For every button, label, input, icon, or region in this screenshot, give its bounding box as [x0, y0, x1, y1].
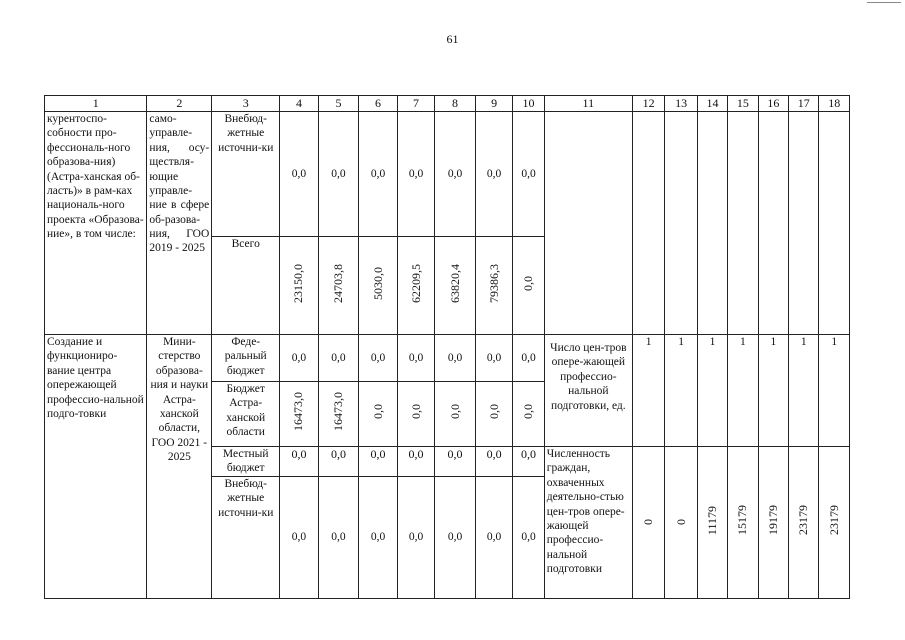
- value-text: 0,0: [521, 275, 536, 291]
- value-text: 16473,0: [330, 392, 345, 432]
- value-cell: [280, 382, 319, 447]
- indicator-value-cell: [758, 112, 788, 335]
- funding-source-cell: Внебюд-жетные источни-ки: [212, 112, 280, 237]
- value-text: 62209,5: [408, 263, 423, 303]
- header-cell: 2: [147, 96, 212, 112]
- header-cell: 17: [789, 96, 819, 112]
- value-cell: 0,0: [359, 112, 398, 237]
- value-cell: [513, 382, 544, 447]
- value-cell: [397, 237, 435, 335]
- value-text: 19179: [765, 505, 780, 536]
- header-cell: 15: [728, 96, 758, 112]
- value-text: 16473,0: [291, 392, 306, 432]
- indicator-value-cell: [789, 112, 819, 335]
- indicator-value-cell: 1: [819, 335, 850, 447]
- table-row: [45, 112, 850, 237]
- value-cell: 0,0: [475, 447, 513, 477]
- value-text: 5030,0: [370, 266, 385, 300]
- value-text: 23150,0: [291, 263, 306, 303]
- indicator-cell: [544, 112, 632, 335]
- indicator-value-cell: [665, 112, 697, 335]
- value-cell: [318, 382, 359, 447]
- indicator-name-cell: Численность граждан, охваченных деятельно-стью цен-тров опере-жающей профессио-нальной подготовки: [544, 447, 632, 599]
- funding-source-cell: Феде-ральный бюджет: [212, 335, 280, 382]
- value-text: 11179: [705, 505, 720, 535]
- scan-edge-line: [867, 2, 901, 3]
- value-cell: [475, 382, 513, 447]
- indicator-value-cell: [697, 112, 727, 335]
- indicator-value-cell: [728, 447, 758, 599]
- header-cell: 16: [758, 96, 788, 112]
- header-cell: 11: [544, 96, 632, 112]
- value-cell: [359, 382, 398, 447]
- header-cell: 13: [665, 96, 697, 112]
- header-cell: 12: [632, 96, 664, 112]
- value-cell: 0,0: [435, 335, 476, 382]
- indicator-name-cell: Число цен-тров опере-жающей профессио-нальной подготовки, ед.: [544, 335, 632, 447]
- indicator-value-cell: 1: [758, 335, 788, 447]
- value-cell: [475, 237, 513, 335]
- activity-name-cell: Создание и функциониро-вание центра опережающей профессио-нальной подго-товки: [45, 335, 147, 599]
- header-cell: 8: [435, 96, 476, 112]
- indicator-value-cell: [728, 112, 758, 335]
- value-cell: 0,0: [397, 476, 435, 598]
- value-cell: 0,0: [359, 335, 398, 382]
- value-text: 79386,3: [486, 263, 501, 303]
- header-cell: 9: [475, 96, 513, 112]
- indicator-value-cell: [789, 447, 819, 599]
- value-text: 0: [673, 519, 688, 526]
- value-cell: 0,0: [318, 335, 359, 382]
- value-cell: 0,0: [318, 447, 359, 477]
- value-cell: [435, 382, 476, 447]
- value-cell: [359, 237, 398, 335]
- value-cell: 0,0: [513, 447, 544, 477]
- value-cell: [280, 237, 319, 335]
- value-cell: [318, 237, 359, 335]
- value-text: 0: [641, 519, 656, 526]
- value-cell: 0,0: [280, 476, 319, 598]
- value-cell: 0,0: [513, 335, 544, 382]
- value-cell: 0,0: [513, 476, 544, 598]
- value-text: 23179: [826, 505, 841, 536]
- executor-cell: само-управле-ния, осу-ществля-ющие управле-ние в сфере об-разова-ния, ГОО 2019 - 2025: [147, 112, 212, 335]
- value-text: 63820,4: [447, 263, 462, 303]
- header-cell: 1: [45, 96, 147, 112]
- value-cell: 0,0: [475, 112, 513, 237]
- value-cell: 0,0: [475, 476, 513, 598]
- value-cell: 0,0: [280, 335, 319, 382]
- table-row: [45, 335, 850, 382]
- budget-table: [44, 95, 850, 599]
- value-text: 0,0: [521, 404, 536, 420]
- funding-source-cell: Бюджет Астра-ханской области: [212, 382, 280, 447]
- value-cell: 0,0: [475, 335, 513, 382]
- page-number: 61: [446, 32, 459, 46]
- header-cell: 7: [397, 96, 435, 112]
- funding-source-cell: Местный бюджет: [212, 447, 280, 477]
- header-row: [45, 96, 850, 112]
- indicator-value-cell: [819, 112, 850, 335]
- value-cell: 0,0: [435, 447, 476, 477]
- value-cell: 0,0: [359, 476, 398, 598]
- value-cell: 0,0: [513, 112, 544, 237]
- value-cell: 0,0: [435, 476, 476, 598]
- indicator-value-cell: [758, 447, 788, 599]
- header-cell: 4: [280, 96, 319, 112]
- indicator-value-cell: [697, 447, 727, 599]
- value-cell: 0,0: [280, 447, 319, 477]
- indicator-value-cell: [632, 447, 664, 599]
- value-text: 0,0: [408, 404, 423, 420]
- value-cell: 0,0: [397, 335, 435, 382]
- value-text: 23179: [796, 505, 811, 536]
- header-cell: 18: [819, 96, 850, 112]
- indicator-value-cell: 1: [789, 335, 819, 447]
- header-cell: 10: [513, 96, 544, 112]
- funding-source-cell: Всего: [212, 237, 280, 335]
- value-cell: 0,0: [280, 112, 319, 237]
- value-cell: 0,0: [435, 112, 476, 237]
- value-cell: 0,0: [397, 112, 435, 237]
- indicator-value-cell: [819, 447, 850, 599]
- value-cell: 0,0: [359, 447, 398, 477]
- funding-source-cell: Внебюд-жетные источни-ки: [212, 476, 280, 598]
- indicator-value-cell: [665, 447, 697, 599]
- header-cell: 3: [212, 96, 280, 112]
- indicator-value-cell: 1: [632, 335, 664, 447]
- header-cell: 6: [359, 96, 398, 112]
- value-cell: 0,0: [397, 447, 435, 477]
- value-text: 0,0: [447, 404, 462, 420]
- value-cell: 0,0: [318, 476, 359, 598]
- value-cell: [513, 237, 544, 335]
- indicator-value-cell: 1: [697, 335, 727, 447]
- value-text: 15179: [735, 505, 750, 536]
- value-text: 0,0: [486, 404, 501, 420]
- executor-cell: Мини-стерство образова-ния и науки Астра-ханской области, ГОО 2021 - 2025: [147, 335, 212, 599]
- value-text: 24703,8: [330, 263, 345, 303]
- indicator-value-cell: 1: [665, 335, 697, 447]
- value-cell: [435, 237, 476, 335]
- header-cell: 5: [318, 96, 359, 112]
- value-cell: 0,0: [318, 112, 359, 237]
- header-cell: 14: [697, 96, 727, 112]
- indicator-value-cell: 1: [728, 335, 758, 447]
- indicator-value-cell: [632, 112, 664, 335]
- activity-name-cell: курентоспо-собности про-фессиональ-ного образова-ния) (Астра-ханская об-ласть)» в рам-ках националь-ного проекта «Образова-ние», в том числе:: [45, 112, 147, 335]
- value-text: 0,0: [370, 404, 385, 420]
- value-cell: [397, 382, 435, 447]
